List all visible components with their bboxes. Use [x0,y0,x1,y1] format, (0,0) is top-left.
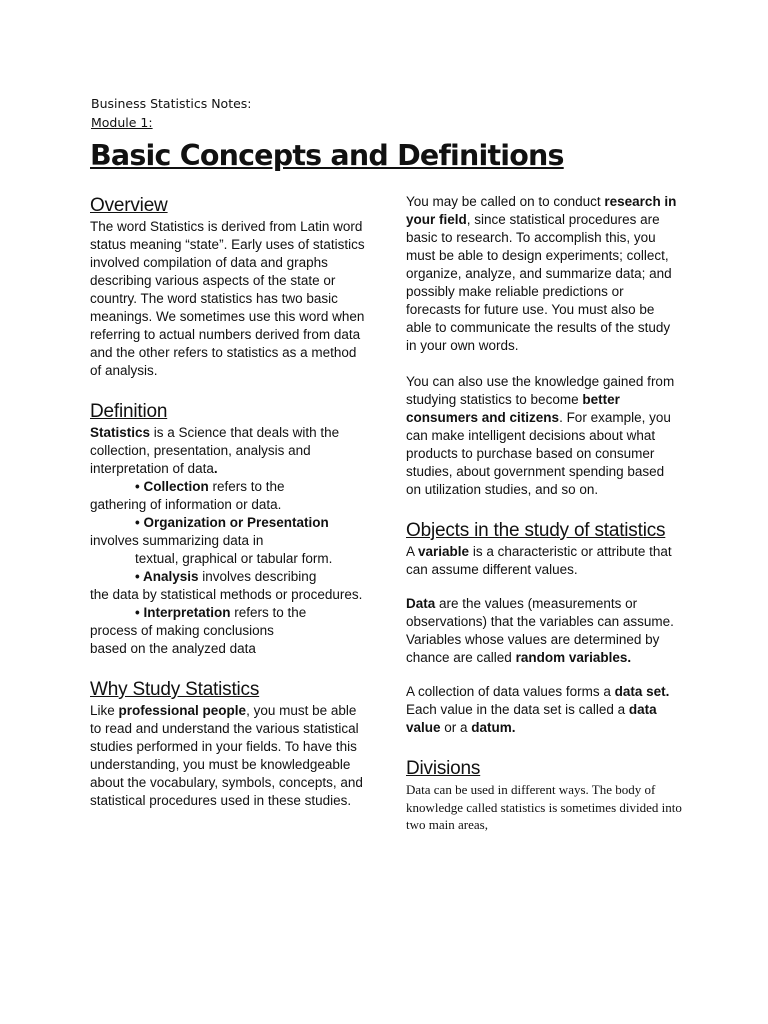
bullet-interpretation: • Interpretation refers to the [135,605,307,620]
right-column [406,193,682,834]
bullet-analysis: • Analysis involves describing [135,569,317,584]
bullet-organization-cont2: textual, graphical or tabular form. [135,551,333,566]
consumers-paragraph: You can also use the knowledge gained from studying statistics to become better consumers and citizens. For example, you can make intelligent decisions about what products to purchase based on consumer studies, about government spending based on utilization studies, and so on. [406,374,675,497]
definition-term: Statistics [90,425,151,440]
research-paragraph: You may be called on to conduct research in your field, since statistical procedures are basic to research. To accomplish this, you must be able to design experiments; collect, organize, analyze, and summarize data; and possibly make reliable predictions or forecasts for future use. You must also be able to communicate the results of the study in your own words. [406,194,677,353]
left-column [90,194,366,810]
bullet-interpretation-cont: process of making conclusions [90,623,274,638]
page-title: Basic Concepts and Definitions [90,139,564,172]
variable-paragraph: A variable is a characteristic or attribute that can assume different values. [406,544,672,577]
bullet-analysis-cont: the data by statistical methods or procedures. [90,587,363,602]
bullet-interpretation-cont2: based on the analyzed data [90,641,256,656]
divisions-heading: Divisions [406,758,481,779]
bullet-organization: • Organization or Presentation [135,515,329,530]
module-label: Module 1: [91,115,153,130]
data-paragraph: Data are the values (measurements or observations) that the variables can assume. Variables whose values are determined by chance are called random variables. [406,596,674,665]
divisions-paragraph: Data can be used in different ways. The body of knowledge called statistics is sometimes divided into two main areas, [406,782,682,832]
why-study-heading: Why Study Statistics [90,679,260,700]
document-header [91,94,252,132]
data-set-paragraph: A collection of data values forms a data set. Each value in the data set is called a data value or a datum. [406,684,670,735]
objects-heading: Objects in the study of statistics [406,520,666,541]
bullet-organization-cont: involves summarizing data in [90,533,264,548]
overview-heading: Overview [90,195,168,216]
course-label: Business Statistics Notes: [91,96,252,111]
why-study-paragraph: Like professional people, you must be able to read and understand the various statistical studies performed in your fields. To have this understanding, you must be knowledgeable about the vocabulary, symbols, concepts, and statistical procedures used in these studies. [90,703,363,808]
definition-paragraph: Statistics is a Science that deals with the collection, presentation, analysis and interpretation of data. [90,425,340,476]
overview-paragraph: The word Statistics is derived from Latin word status meaning “state”. Early uses of statistics involved compilation of data and graphs describing various aspects of the state or country. The word statistics has two basic meanings. We sometimes use this word when referring to actual numbers derived from data and the other refers to statistics as a method of analysis. [90,219,365,378]
definition-heading: Definition [90,401,168,422]
bullet-collection: • Collection refers to the [135,479,285,494]
bullet-collection-cont: gathering of information or data. [90,497,282,512]
